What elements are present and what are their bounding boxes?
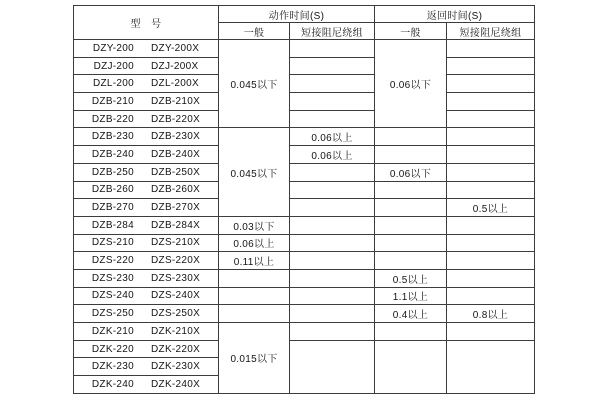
model-pair [74, 255, 218, 266]
action-general-cell: 0.045以下 [219, 128, 290, 216]
table-row [74, 110, 535, 128]
model-pair [74, 96, 218, 107]
model-cell [74, 146, 219, 164]
model-cell [74, 252, 219, 270]
action-damped-cell: 0.06以上 [290, 146, 375, 164]
model-cell [74, 75, 219, 93]
action-general-cell: 0.045以下 [219, 40, 290, 128]
return-general-cell: 0.06以下 [375, 40, 447, 128]
return-damped-cell: 0.5以上 [447, 199, 535, 217]
model-name-x: DZK-210X [151, 325, 201, 337]
model-pair [74, 184, 218, 195]
model-name: DZS-240 [91, 290, 135, 302]
action-damped-cell [290, 305, 375, 323]
return-damped-cell [447, 323, 535, 341]
return-damped-cell [447, 163, 535, 181]
table-row [74, 93, 535, 111]
model-name: DZB-210 [91, 95, 135, 107]
model-name-x: DZB-260X [151, 184, 201, 196]
model-cell [74, 181, 219, 199]
return-damped-cell [447, 93, 535, 111]
model-pair [74, 326, 218, 337]
relay-timing-spec-table [73, 5, 535, 394]
model-pair [74, 361, 218, 372]
action-damped-cell [290, 110, 375, 128]
return-damped-cell [447, 181, 535, 199]
action-damped-cell [290, 57, 375, 75]
model-name: DZS-230 [91, 272, 135, 284]
return-general-cell [375, 340, 447, 393]
model-name-x: DZB-250X [151, 166, 201, 178]
model-name-x: DZJ-200X [151, 60, 199, 72]
return-damped-cell [447, 57, 535, 75]
return-damped-cell [447, 216, 535, 234]
model-name-x: DZS-210X [151, 237, 201, 249]
model-cell [74, 110, 219, 128]
action-general-cell [219, 269, 290, 287]
return-general-cell: 0.5以上 [375, 269, 447, 287]
return-damped-cell: 0.8以上 [447, 305, 535, 323]
header-action-time: 动作时间(S) [219, 6, 375, 23]
table-row [74, 163, 535, 181]
model-name: DZS-250 [91, 308, 135, 320]
return-damped-cell [447, 146, 535, 164]
model-pair [74, 61, 218, 72]
model-name-x: DZB-240X [151, 148, 201, 160]
model-name-x: DZL-200X [151, 78, 199, 90]
model-name-x: DZK-230X [151, 361, 201, 373]
header-return-damped-winding: 短接阻尼绕组 [447, 23, 535, 40]
header-action-general: 一般 [219, 23, 290, 40]
return-damped-cell [447, 110, 535, 128]
model-name: DZK-210 [91, 325, 135, 337]
table-body [74, 40, 535, 394]
model-cell [74, 269, 219, 287]
model-name: DZB-260 [91, 184, 135, 196]
return-general-cell [375, 252, 447, 270]
table-row [74, 128, 535, 146]
model-name: DZB-220 [91, 113, 135, 125]
action-general-cell: 0.11以上 [219, 252, 290, 270]
table-row [74, 146, 535, 164]
table-row [74, 57, 535, 75]
model-cell [74, 234, 219, 252]
model-name: DZS-210 [91, 237, 135, 249]
model-name: DZB-240 [91, 148, 135, 160]
action-damped-cell [290, 287, 375, 305]
model-pair [74, 167, 218, 178]
model-name-x: DZY-200X [151, 42, 200, 54]
action-general-cell: 0.03以下 [219, 216, 290, 234]
model-name-x: DZB-220X [151, 113, 201, 125]
model-name: DZJ-200 [93, 60, 135, 72]
return-general-cell [375, 146, 447, 164]
model-name: DZK-240 [91, 378, 135, 390]
table-row [74, 234, 535, 252]
table-row [74, 269, 535, 287]
header-return-general: 一般 [375, 23, 447, 40]
model-name: DZB-270 [91, 202, 135, 214]
action-damped-cell [290, 216, 375, 234]
model-name: DZY-200 [92, 42, 135, 54]
model-name-x: DZS-230X [151, 272, 201, 284]
model-pair [74, 114, 218, 125]
action-damped-cell [290, 252, 375, 270]
action-damped-cell [290, 75, 375, 93]
action-damped-cell [290, 181, 375, 199]
model-cell [74, 340, 219, 358]
return-damped-cell [447, 252, 535, 270]
header-action-damped-winding: 短接阻尼绕组 [290, 23, 375, 40]
return-general-cell [375, 128, 447, 146]
return-damped-cell [447, 269, 535, 287]
model-pair [74, 202, 218, 213]
return-damped-cell [447, 234, 535, 252]
action-general-cell: 0.06以上 [219, 234, 290, 252]
model-cell [74, 93, 219, 111]
model-cell [74, 358, 219, 376]
model-pair [74, 43, 218, 54]
model-cell [74, 376, 219, 394]
model-pair [74, 308, 218, 319]
table-row [74, 199, 535, 217]
action-general-cell [219, 305, 290, 323]
action-general-cell [219, 287, 290, 305]
model-pair [74, 344, 218, 355]
table-row [74, 323, 535, 341]
model-cell [74, 40, 219, 58]
table-row [74, 287, 535, 305]
model-cell [74, 323, 219, 341]
return-damped-cell [447, 75, 535, 93]
header-model: 型 号 [74, 6, 219, 40]
model-pair [74, 237, 218, 248]
model-name: DZK-230 [91, 361, 135, 373]
model-cell [74, 163, 219, 181]
action-damped-cell [290, 269, 375, 287]
action-damped-cell [290, 163, 375, 181]
model-name-x: DZB-270X [151, 202, 201, 214]
return-general-cell: 1.1以上 [375, 287, 447, 305]
model-name-x: DZS-250X [151, 308, 201, 320]
model-name: DZB-284 [91, 219, 135, 231]
model-pair [74, 273, 218, 284]
table-row [74, 75, 535, 93]
model-pair [74, 220, 218, 231]
model-name: DZL-200 [93, 78, 135, 90]
header-row-groups [74, 6, 535, 23]
model-name-x: DZK-240X [151, 378, 201, 390]
action-damped-cell: 0.06以上 [290, 128, 375, 146]
model-pair [74, 131, 218, 142]
model-cell [74, 305, 219, 323]
model-name-x: DZB-284X [151, 219, 201, 231]
return-general-cell [375, 234, 447, 252]
table-header [74, 6, 535, 40]
table-row [74, 40, 535, 58]
model-name: DZS-220 [91, 255, 135, 267]
model-pair [74, 379, 218, 390]
return-general-cell [375, 216, 447, 234]
table-row [74, 305, 535, 323]
model-pair [74, 78, 218, 89]
model-name-x: DZS-220X [151, 255, 201, 267]
model-cell [74, 287, 219, 305]
model-name-x: DZS-240X [151, 290, 201, 302]
action-damped-cell [290, 93, 375, 111]
model-name-x: DZB-230X [151, 131, 201, 143]
model-cell [74, 216, 219, 234]
return-general-cell [375, 199, 447, 217]
return-general-cell [375, 181, 447, 199]
return-general-cell: 0.4以上 [375, 305, 447, 323]
return-damped-cell [447, 287, 535, 305]
table-row [74, 181, 535, 199]
model-name-x: DZB-210X [151, 95, 201, 107]
model-cell [74, 57, 219, 75]
action-damped-cell [290, 340, 375, 393]
return-damped-cell [447, 40, 535, 58]
action-damped-cell [290, 234, 375, 252]
table-row [74, 216, 535, 234]
model-name: DZB-230 [91, 131, 135, 143]
model-name: DZK-220 [91, 343, 135, 355]
model-cell [74, 128, 219, 146]
return-general-cell [375, 323, 447, 341]
action-damped-cell [290, 323, 375, 341]
model-name: DZB-250 [91, 166, 135, 178]
action-damped-cell [290, 40, 375, 58]
return-damped-cell [447, 340, 535, 393]
header-return-time: 返回时间(S) [375, 6, 535, 23]
table-row [74, 340, 535, 358]
action-damped-cell [290, 199, 375, 217]
model-cell [74, 199, 219, 217]
model-pair [74, 149, 218, 160]
return-damped-cell [447, 128, 535, 146]
return-general-cell: 0.06以下 [375, 163, 447, 181]
table-row [74, 252, 535, 270]
action-general-cell: 0.015以下 [219, 323, 290, 394]
model-name-x: DZK-220X [151, 343, 201, 355]
model-pair [74, 290, 218, 301]
